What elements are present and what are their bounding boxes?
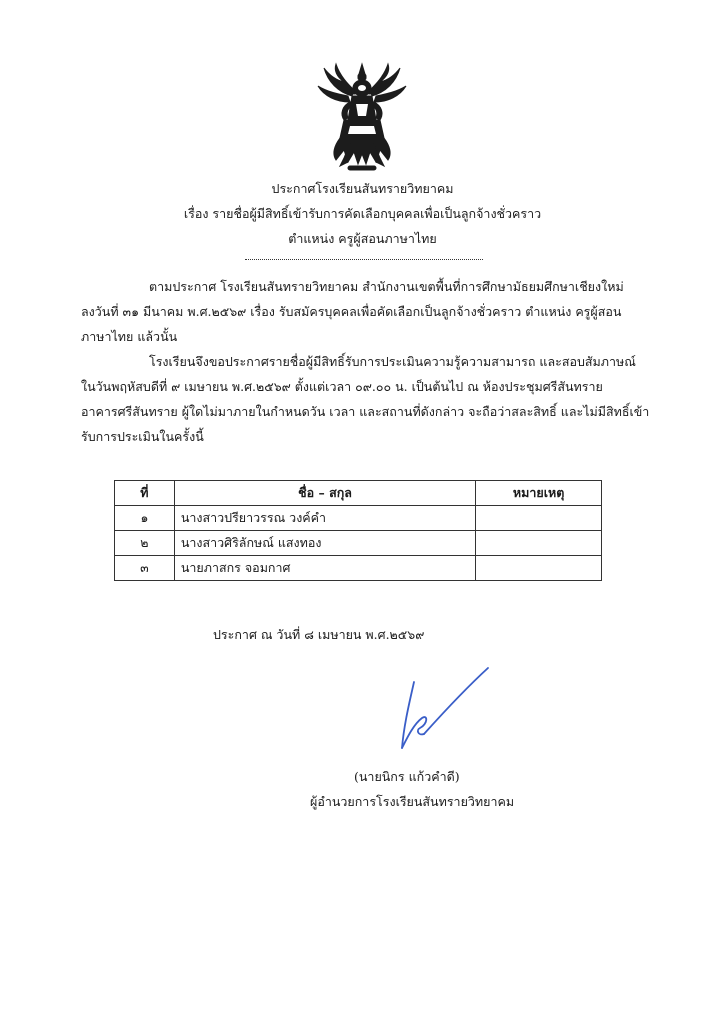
paragraph-1-line-2: ลงวันที่ ๓๑ มีนาคม พ.ศ.๒๕๖๙ เรื่อง รับสมัครบุคคลเพื่อคัดเลือกเป็นลูกจ้างชั่วคราว ตำแหน่ง ครูผู้สอน: [81, 304, 622, 319]
table-row: [115, 531, 602, 556]
announcement-position: ตำแหน่ง ครูผู้สอนภาษาไทย: [288, 231, 437, 246]
row-note: [476, 531, 602, 556]
row-number: ๓: [115, 556, 175, 581]
row-note: [476, 556, 602, 581]
paragraph-2-line-1: โรงเรียนจึงขอประกาศรายชื่อผู้มีสิทธิ์รับการประเมินความรู้ความสามารถ และสอบสัมภาษณ์: [149, 354, 636, 369]
column-header-number: ที่: [115, 481, 175, 506]
paragraph-2-line-2: ในวันพฤหัสบดีที่ ๙ เมษายน พ.ศ.๒๕๖๙ ตั้งแต่เวลา ๐๙.๐๐ น. เป็นต้นไป ณ ห้องประชุมศรีสันทราย: [81, 379, 603, 394]
table-row: [115, 506, 602, 531]
signatory-name: (นายนิกร แก้วคำดี): [354, 769, 460, 784]
signature-mark-icon: [384, 664, 492, 760]
paragraph-1-line-3: ภาษาไทย แล้วนั้น: [81, 329, 178, 344]
garuda-emblem-icon: [314, 62, 410, 174]
row-note: [476, 506, 602, 531]
paragraph-1-line-1: ตามประกาศ โรงเรียนสันทรายวิทยาคม สำนักงานเขตพื้นที่การศึกษามัธยมศึกษาเชียงใหม่: [149, 279, 624, 294]
signatory-title: ผู้อำนวยการโรงเรียนสันทรายวิทยาคม: [310, 794, 515, 809]
table-header-row: [115, 481, 602, 506]
row-name: นางสาวปรียาวรรณ วงค์คำ: [174, 506, 475, 531]
row-number: ๑: [115, 506, 175, 531]
announcement-subject: เรื่อง รายชื่อผู้มีสิทธิ์เข้ารับการคัดเลือกบุคคลเพื่อเป็นลูกจ้างชั่วคราว: [183, 206, 542, 221]
announcement-date: ประกาศ ณ วันที่ ๘ เมษายน พ.ศ.๒๕๖๙: [213, 627, 425, 642]
paragraph-2-line-4: รับการประเมินในครั้งนี้: [81, 429, 204, 444]
candidate-table: [114, 480, 602, 581]
paragraph-2-line-3: อาคารศรีสันทราย ผู้ใดไม่มาภายในกำหนดวัน เวลา และสถานที่ดังกล่าว จะถือว่าสละสิทธิ์ และไม่มีสิทธิ์เข้า: [81, 404, 650, 419]
column-header-name: ชื่อ – สกุล: [174, 481, 475, 506]
row-name: นางสาวศิริลักษณ์ แสงทอง: [174, 531, 475, 556]
dotted-divider: [245, 259, 483, 260]
row-name: นายภาสกร จอมกาศ: [174, 556, 475, 581]
table-row: [115, 556, 602, 581]
row-number: ๒: [115, 531, 175, 556]
column-header-note: หมายเหตุ: [476, 481, 602, 506]
announcement-title: ประกาศโรงเรียนสันทรายวิทยาคม: [271, 181, 454, 196]
